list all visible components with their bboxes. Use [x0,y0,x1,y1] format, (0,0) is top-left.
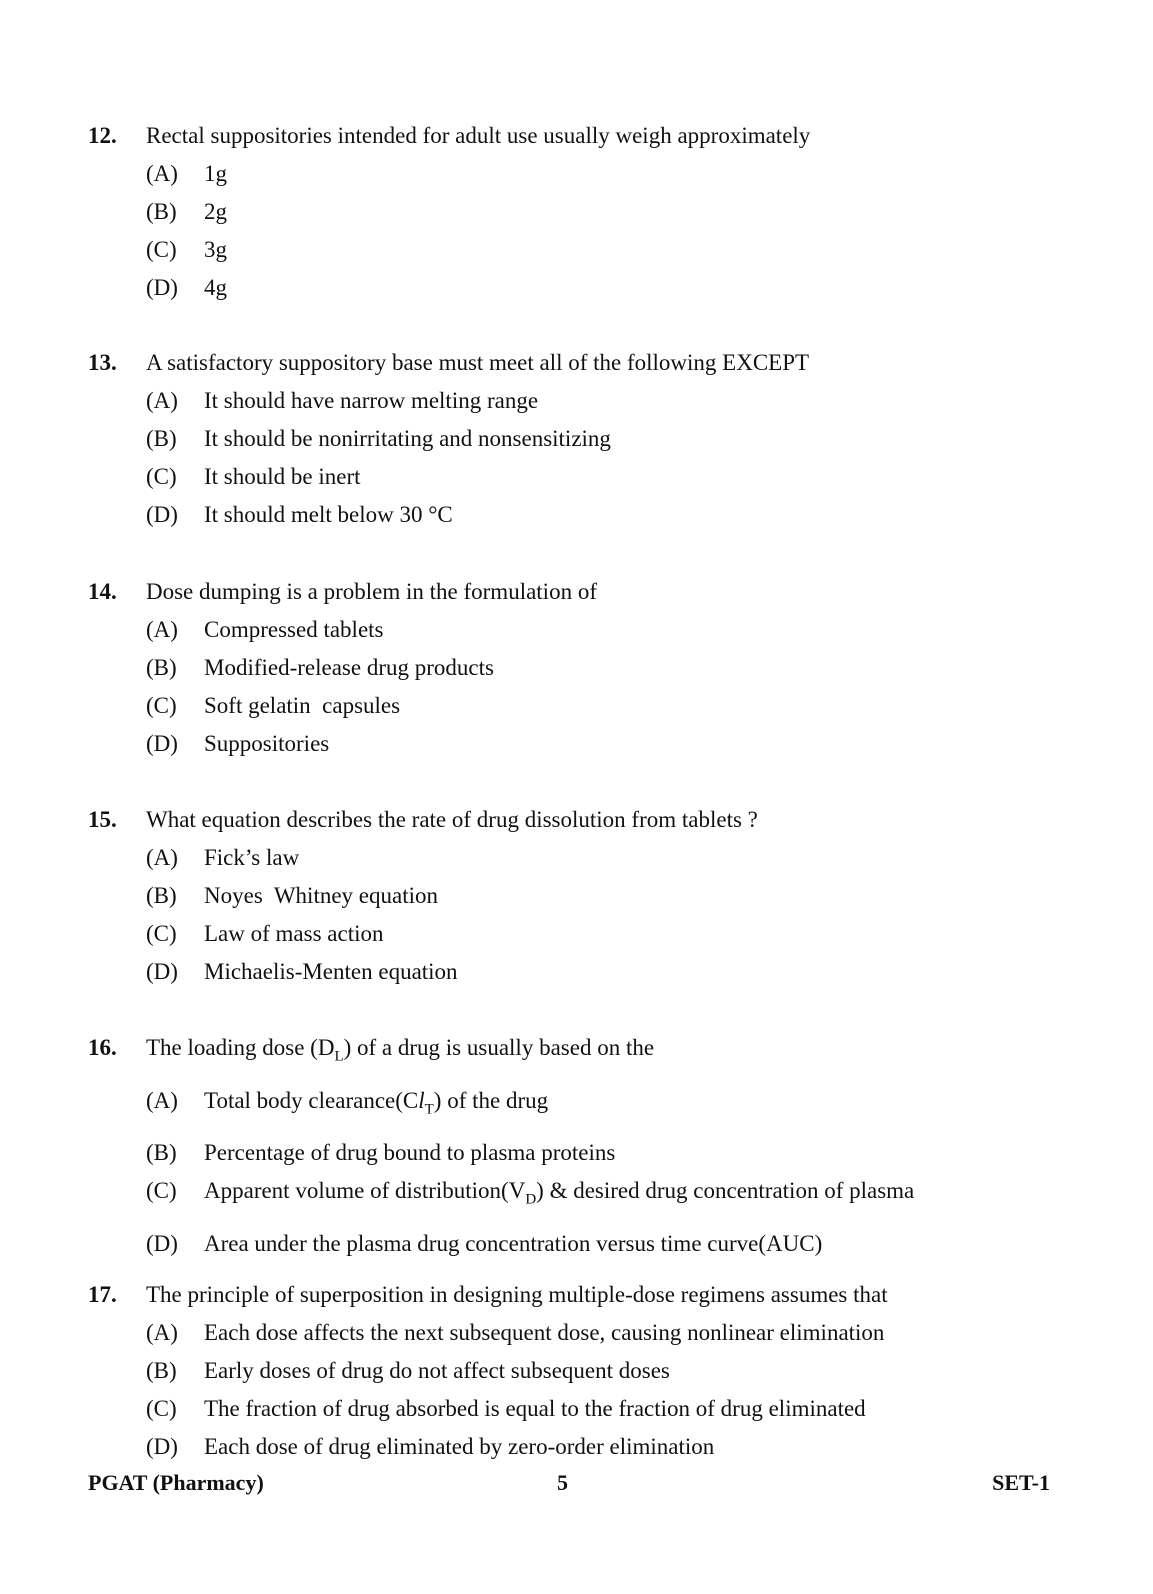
option-a [146,1318,1088,1348]
option-letter: (B) [146,1140,177,1166]
option-letter: (B) [146,1358,177,1383]
option-c [146,462,1088,492]
option-text-part: ) of the drug [433,1087,549,1113]
option-a [146,1086,1088,1125]
question-number: 12. [88,123,117,148]
subscript: L [334,1048,344,1065]
option-letter: (D) [146,1434,178,1459]
set-label: SET-1 [992,1470,1050,1495]
option-text: Compressed tablets [204,617,384,642]
subscript: T [424,1101,434,1118]
option-d [146,273,1088,303]
option-d [146,500,1088,530]
option-text: Each dose affects the next subsequent dose, causing nonlinear elimination [204,1320,885,1345]
option-letter: (A) [146,161,178,186]
option-text: 4g [204,275,227,300]
question-text: What equation describes the rate of drug dissolution from tablets ? [146,807,758,832]
option-letter: (C) [146,693,177,718]
question-12 [88,121,1088,303]
option-letter: (D) [146,275,178,300]
option-text: It should be nonirritating and nonsensitizing [204,426,611,451]
question-16 [88,1033,1088,1259]
option-text: Percentage of drug bound to plasma proteins [204,1140,616,1166]
option-text: 2g [204,199,227,224]
italic-part: l [418,1087,425,1113]
question-15 [88,805,1088,987]
option-letter: (C) [146,1178,177,1204]
option-text: 1g [204,161,227,186]
option-letter: (B) [146,426,177,451]
option-b [146,653,1088,683]
option-text: It should have narrow melting range [204,388,539,413]
option-letter: (C) [146,1396,177,1421]
option-letter: (A) [146,388,178,413]
option-text: Area under the plasma drug concentration versus time curve(AUC) [204,1230,823,1256]
option-letter: (A) [146,617,178,642]
question-text: The principle of superposition in designing multiple-dose regimens assumes that [146,1282,888,1307]
question-text-part: The loading dose (D [146,1035,335,1060]
option-text [204,1176,1088,1215]
option-d [146,957,1088,987]
option-text: It should melt below 30 °C [204,502,453,527]
option-c [146,691,1088,721]
option-c [146,919,1088,949]
option-letter: (C) [146,464,177,489]
page-number: 5 [557,1470,568,1495]
option-text: Michaelis-Menten equation [204,959,458,984]
question-text [146,1033,1088,1072]
question-number: 17. [88,1282,117,1307]
option-letter: (C) [146,921,177,946]
option-a [146,386,1088,416]
option-c [146,1394,1088,1424]
option-text-part: Apparent volume of distribution(V [204,1178,526,1204]
option-c [146,235,1088,265]
option-letter: (B) [146,655,177,680]
option-text-part: Total body clearance(C [204,1087,419,1113]
option-b [146,424,1088,454]
option-text: 3g [204,237,227,262]
question-number: 13. [88,350,117,375]
page-footer [88,1470,1050,1500]
option-a [146,615,1088,645]
option-letter: (D) [146,959,178,984]
option-letter: (C) [146,237,177,262]
option-text [204,1086,1088,1125]
option-text: Noyes Whitney equation [204,883,438,908]
option-a [146,159,1088,189]
option-d [146,1432,1088,1462]
question-14 [88,577,1088,759]
question-17 [88,1280,1088,1462]
question-13 [88,348,1088,530]
question-text: A satisfactory suppository base must meet all of the following EXCEPT [146,350,810,375]
option-letter: (D) [146,502,178,527]
option-text: Law of mass action [204,921,384,946]
question-text: Rectal suppositories intended for adult use usually weigh approximately [146,123,811,148]
question-text: Dose dumping is a problem in the formulation of [146,579,597,604]
question-number: 15. [88,807,117,832]
option-text: Modified-release drug products [204,655,494,680]
subscript: D [525,1191,537,1208]
option-text: Soft gelatin capsules [204,693,401,718]
option-text: It should be inert [204,464,361,489]
exam-name: PGAT (Pharmacy) [88,1470,264,1495]
option-letter: (B) [146,199,177,224]
option-text: Each dose of drug eliminated by zero-order elimination [204,1434,715,1459]
option-b [146,1138,1088,1168]
option-text: Suppositories [204,731,330,756]
question-text-part: ) of a drug is usually based on the [343,1035,655,1060]
option-c [146,1176,1088,1215]
option-text: The fraction of drug absorbed is equal to the fraction of drug eliminated [204,1396,866,1421]
option-text-part: ) & desired drug concentration of plasma [536,1178,915,1204]
option-d [146,729,1088,759]
option-b [146,881,1088,911]
option-text: Fick’s law [204,845,300,870]
option-b [146,1356,1088,1386]
option-text: Early doses of drug do not affect subsequent doses [204,1358,670,1383]
option-letter: (A) [146,1320,178,1345]
option-letter: (A) [146,1087,178,1113]
question-number: 14. [88,579,117,604]
option-letter: (B) [146,883,177,908]
option-letter: (D) [146,1230,178,1256]
option-b [146,197,1088,227]
option-d [146,1229,1088,1259]
option-letter: (A) [146,845,178,870]
option-letter: (D) [146,731,178,756]
option-a [146,843,1088,873]
question-number: 16. [88,1035,117,1060]
